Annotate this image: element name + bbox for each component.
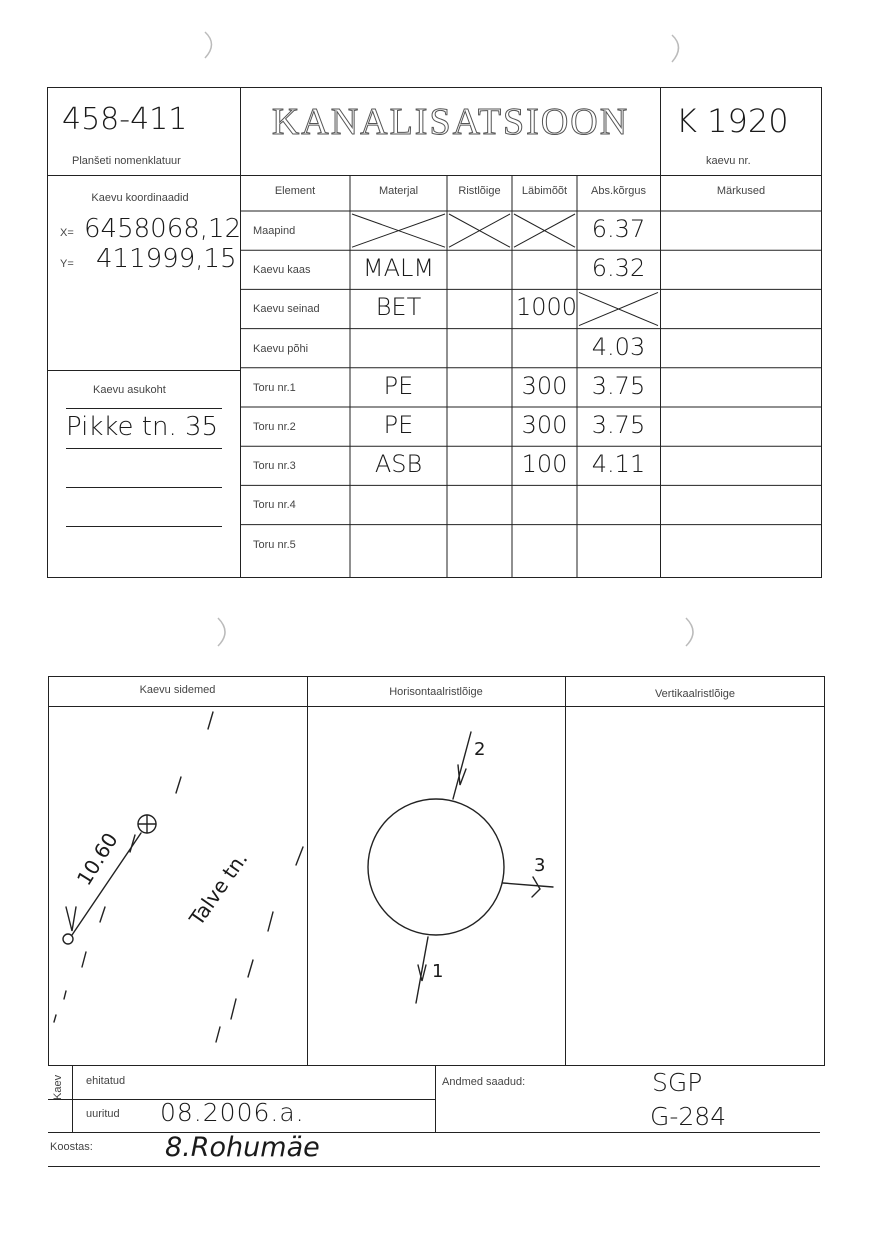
col-header-links: Kaevu sidemed [139,684,216,696]
table-header-1: Materjal [378,185,419,197]
row-element-label: Toru nr.5 [253,538,296,551]
row-material-value: PE [383,371,414,400]
row-element-label: Maapind [253,225,296,237]
table-header-2: Ristlõige [458,185,501,197]
divider [48,1166,820,1167]
row-element-label: Toru nr.2 [253,421,296,433]
coords-label: Kaevu koordinaadid [91,192,189,204]
row-height-value: 3.75 [591,411,646,439]
pipe-label-1: 1 [432,961,444,982]
row-diameter-value: 100 [521,450,568,479]
y-value: 411999,15 [96,244,237,274]
row-material-value: MALM [362,254,435,283]
location-value: Pikke tn. 35 [66,412,219,442]
x-label: X= [60,227,74,239]
divider [435,1066,436,1132]
form-title: KANALISATSIOON [271,101,630,143]
table-header-4: Abs.kõrgus [590,185,647,197]
nomenclature-label: Planšeti nomenklatuur [72,155,181,167]
well-number-value: K 1920 [676,102,789,140]
divider [565,676,566,1066]
row-diameter-value: 1000 [516,293,578,322]
data-received-label: Andmed saadud: [442,1076,526,1088]
pipe-label-3: 3 [534,855,546,876]
sketch-distance: 10.60 [71,828,123,890]
row-height-value: 4.11 [591,450,646,479]
table-header-0: Element [274,185,316,197]
row-diameter-value: 300 [521,411,568,439]
col-header-horizontal: Horisontaalristlõige [389,686,483,698]
row-element-label: Kaevu seinad [253,303,320,316]
row-diameter-value: 300 [521,371,568,400]
sketch-street: Talve tn. [184,847,253,930]
row-material-value: PE [383,411,414,439]
compiled-value: 8.Rohumäe [165,1132,320,1163]
y-label: Y= [60,258,74,270]
row-height-value: 3.75 [591,371,646,400]
location-label: Kaevu asukoht [93,384,166,396]
table-header-5: Märkused [716,185,766,197]
table-header-3: Läbimõõt [521,185,568,197]
well-side-label: Kaev [52,1074,64,1100]
x-value: 6458068,12 [84,214,242,244]
row-height-value: 6.32 [591,254,646,283]
divider [72,1066,73,1132]
row-material-value: ASB [374,450,423,479]
row-element-label: Toru nr.1 [253,381,296,394]
row-material-value: BET [375,293,422,322]
row-element-label: Kaevu põhi [253,342,309,355]
data-received-value-2: G-284 [650,1102,727,1131]
row-element-label: Toru nr.4 [253,499,296,512]
divider [48,1132,820,1133]
row-element-label: Toru nr.3 [253,460,296,473]
pipe-label-2: 2 [474,739,486,760]
well-number-label: kaevu nr. [706,155,751,167]
row-height-value: 4.03 [591,332,646,361]
surveyed-label: uuritud [86,1108,120,1120]
surveyed-value: 08.2006.a. [160,1098,305,1127]
horizontal-section-sketch [308,707,565,1065]
row-height-value: 6.37 [591,215,646,243]
compiled-label: Koostas: [50,1141,93,1153]
col-header-vertical: Vertikaalristlõige [654,688,736,700]
nomenclature-value: 458-411 [62,102,188,137]
data-received-value-1: SGP [652,1068,703,1097]
row-element-label: Kaevu kaas [253,264,311,277]
built-label: ehitatud [86,1075,126,1087]
well-links-sketch [48,707,307,1065]
